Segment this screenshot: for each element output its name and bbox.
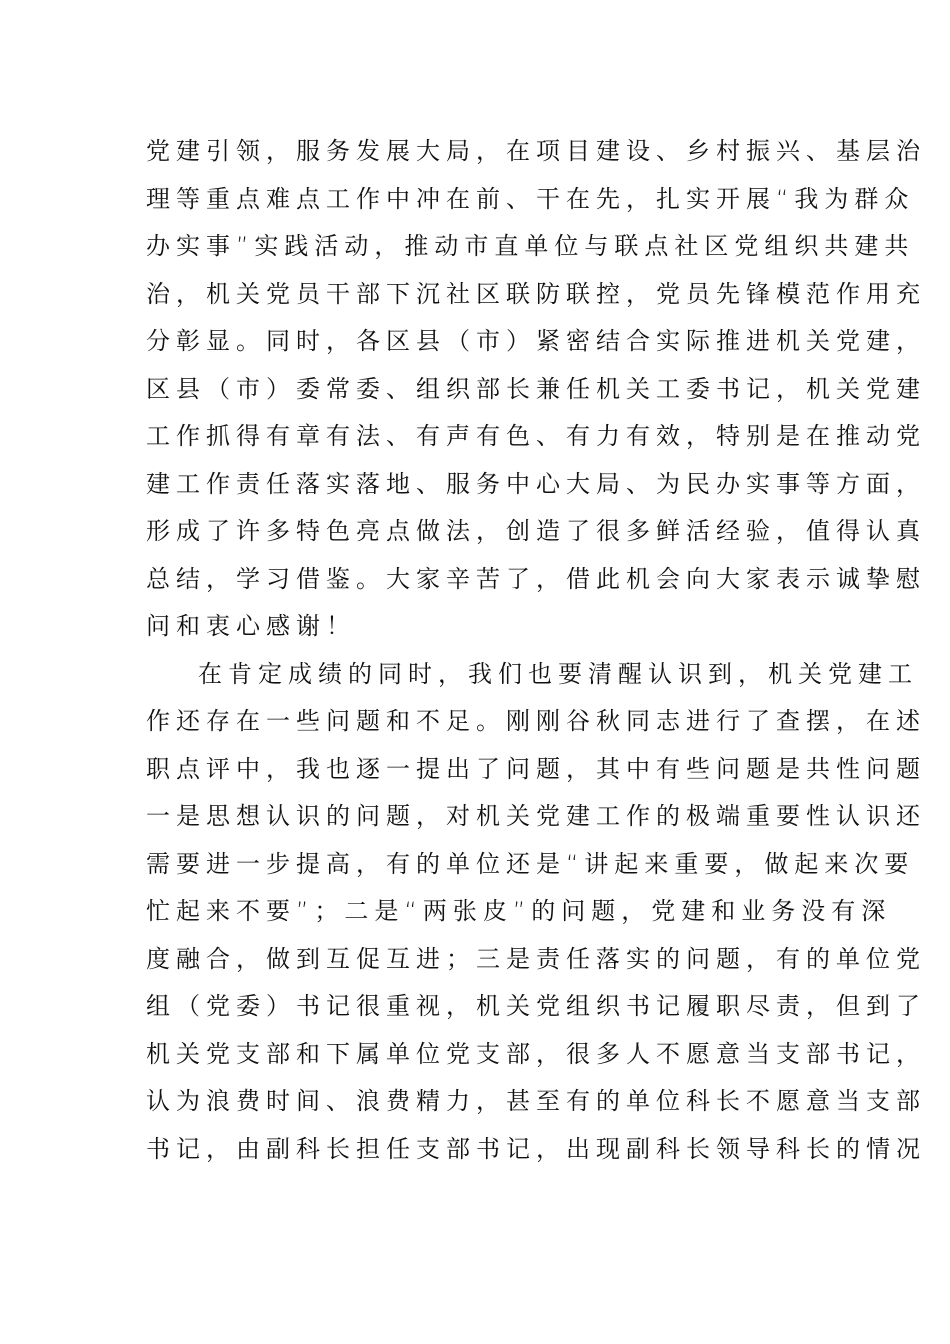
text-line: 治，机关党员干部下沉社区联防联控，党员先锋模范作用充 — [146, 279, 926, 308]
text-line: 形成了许多特色亮点做法，创造了很多鲜活经验，值得认真 — [146, 517, 926, 545]
text-line: 认为浪费时间、浪费精力，甚至有的单位科长不愿意当支部 — [146, 1087, 926, 1115]
text-line: 组（党委）书记很重视，机关党组织书记履职尽责，但到了 — [146, 992, 926, 1020]
text-line: 需要进一步提高，有的单位还是“讲起来重要，做起来次要 — [146, 849, 915, 878]
text-line: 总结，学习借鉴。大家辛苦了，借此机会向大家表示诚挚慰 — [146, 564, 926, 593]
text-line: 分彰显。同时，各区县（市）紧密结合实际推进机关党建， — [146, 327, 926, 355]
text-line: 党建引领，服务发展大局，在项目建设、乡村振兴、基层治 — [146, 137, 926, 165]
text-line: 度融合，做到互促互进；三是责任落实的问题，有的单位党 — [146, 944, 926, 973]
text-line: 工作抓得有章有法、有声有色、有力有效，特别是在推动党 — [146, 422, 926, 450]
text-line: 作还存在一些问题和不足。刚刚谷秋同志进行了查摆，在述 — [146, 707, 926, 735]
text-line: 职点评中，我也逐一提出了问题，其中有些问题是共性问题 — [146, 754, 926, 783]
text-line: 办实事”实践活动，推动市直单位与联点社区党组织共建共 — [146, 232, 915, 260]
text-line: 机关党支部和下属单位党支部，很多人不愿意当支部书记， — [146, 1039, 926, 1068]
text-line: 建工作责任落实落地、服务中心大局、为民办实事等方面， — [146, 469, 926, 498]
document-page — [146, 128, 926, 1173]
paragraph-start-line: 在肯定成绩的同时，我们也要清醒认识到，机关党建工 — [198, 659, 918, 688]
text-line: 一是思想认识的问题，对机关党建工作的极端重要性认识还 — [146, 802, 926, 830]
text-line: 理等重点难点工作中冲在前、干在先，扎实开展“我为群众 — [146, 184, 915, 213]
text-line: 问和衷心感谢！ — [146, 612, 356, 640]
text-line: 区县（市）委常委、组织部长兼任机关工委书记，机关党建 — [146, 374, 926, 403]
text-line: 忙起来不要”；二是“两张皮”的问题，党建和业务没有深 — [146, 897, 892, 925]
text-line: 书记，由副科长担任支部书记，出现副科长领导科长的情况 — [146, 1134, 926, 1163]
